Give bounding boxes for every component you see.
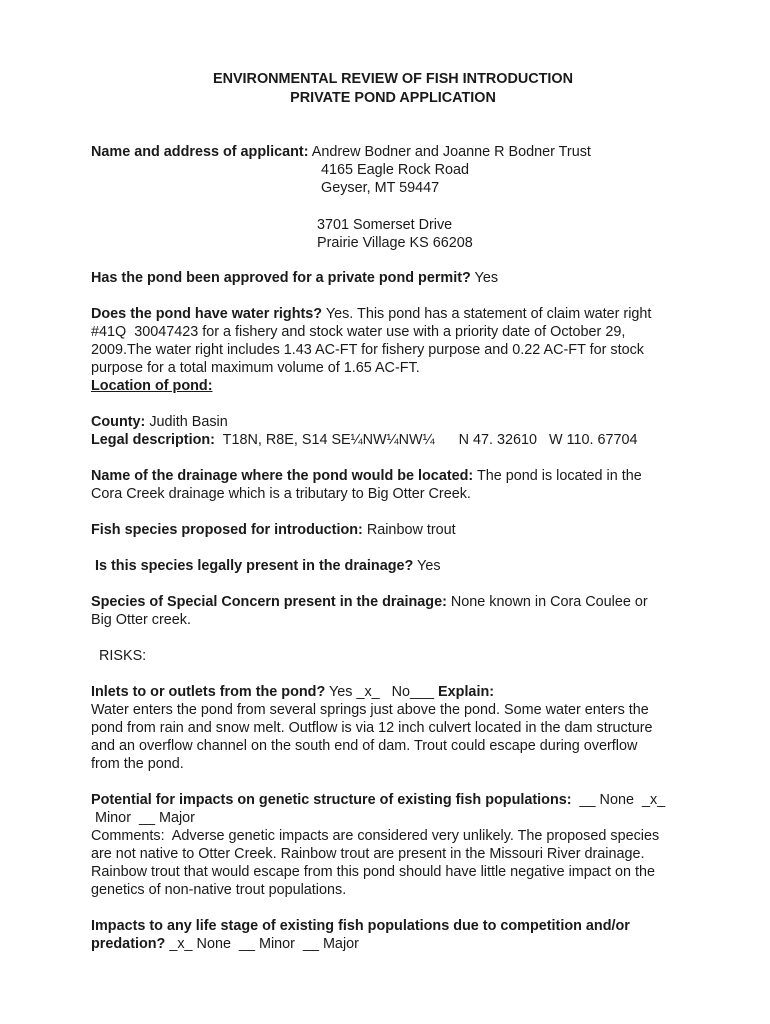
permit-question: [91, 269, 498, 287]
legal-value: T18N, R8E, S14 SE¼NW¼NW¼ N 47. 32610 W 110. 67704: [214, 432, 638, 448]
water-rights-line4: purpose for a total maximum volume of 1.65 AC-FT.: [91, 360, 420, 376]
genetic-options-2: Minor __ Major: [91, 810, 195, 826]
genetic-comments-line2: are not native to Otter Creek. Rainbow trout are present in the Missouri River drainage.: [91, 846, 645, 862]
applicant-address1-line2: Geyser, MT 59447: [321, 180, 440, 196]
county-line: [91, 413, 228, 431]
document-subtitle: PRIVATE POND APPLICATION: [290, 90, 496, 106]
legal-description-line: [91, 431, 638, 449]
county-label: County:: [91, 414, 146, 430]
inlets-explain-label: Explain:: [438, 684, 495, 700]
inlets-line1: Water enters the pond from several springs just above the pond. Some water enters the: [91, 702, 649, 718]
genetic-comments-line3: Rainbow trout that would escape from this pond should have little negative impact on the: [91, 864, 655, 880]
genetic-label: Potential for impacts on genetic structure of existing fish populations:: [91, 792, 572, 808]
inlets-question: [91, 683, 494, 701]
document-title: ENVIRONMENTAL REVIEW OF FISH INTRODUCTION: [212, 71, 574, 87]
species-value: Rainbow trout: [362, 522, 456, 538]
legally-present-value: Yes: [413, 558, 441, 574]
inlets-options: Yes _x_ No___: [325, 684, 439, 700]
species-line: [91, 521, 456, 539]
species-label: Fish species proposed for introduction:: [91, 522, 363, 538]
legally-present-label: Is this species legally present in the drainage?: [95, 558, 414, 574]
county-value: Judith Basin: [145, 414, 228, 430]
inlets-line4: from the pond.: [91, 756, 184, 772]
genetic-question: [91, 791, 665, 809]
water-rights-line2: #41Q 30047423 for a fishery and stock water use with a priority date of October 29,: [91, 324, 626, 340]
water-rights-answer: Yes. This pond has a statement of claim water right: [322, 306, 652, 322]
applicant-address2-line1: 3701 Somerset Drive: [317, 217, 453, 233]
applicant-name: Andrew Bodner and Joanne R Bodner Trust: [308, 144, 591, 160]
competition-label: predation?: [91, 936, 166, 952]
applicant-name-line: [91, 143, 591, 161]
genetic-comments-line1: Comments: Adverse genetic impacts are considered very unlikely. The proposed species: [91, 828, 660, 844]
permit-label: Has the pond been approved for a private pond permit?: [91, 270, 471, 286]
drainage-line1: [91, 467, 642, 485]
special-concern-line2: Big Otter creek.: [91, 612, 191, 628]
permit-answer: Yes: [470, 270, 499, 286]
water-rights-label: Does the pond have water rights?: [91, 306, 323, 322]
applicant-address1-line1: 4165 Eagle Rock Road: [321, 162, 470, 178]
special-concern-label: Species of Special Concern present in the drainage:: [91, 594, 447, 610]
legally-present-line: [95, 557, 441, 575]
genetic-options-1: __ None _x_: [571, 792, 666, 808]
applicant-label: Name and address of applicant:: [91, 144, 309, 160]
genetic-comments-line4: genetics of non-native trout populations.: [91, 882, 347, 898]
drainage-line2: Cora Creek drainage which is a tributary to Big Otter Creek.: [91, 486, 471, 502]
drainage-label: Name of the drainage where the pond would be located:: [91, 468, 474, 484]
drainage-answer: The pond is located in the: [473, 468, 642, 484]
competition-question-line2: [91, 935, 359, 953]
water-rights-line1: [91, 305, 651, 323]
location-heading: Location of pond:: [91, 378, 213, 394]
legal-label: Legal description:: [91, 432, 215, 448]
applicant-address2-line2: Prairie Village KS 66208: [317, 235, 473, 251]
risks-heading: RISKS:: [99, 648, 147, 664]
competition-question-line1: Impacts to any life stage of existing fish populations due to competition and/or: [91, 918, 630, 934]
special-concern-line1: [91, 593, 648, 611]
special-concern-answer: None known in Cora Coulee or: [446, 594, 648, 610]
inlets-line2: pond from rain and snow melt. Outflow is via 12 inch culvert located in the dam structure: [91, 720, 653, 736]
competition-options: _x_ None __ Minor __ Major: [165, 936, 359, 952]
inlets-line3: and an overflow channel on the south end of dam. Trout could escape during overflow: [91, 738, 638, 754]
inlets-label: Inlets to or outlets from the pond?: [91, 684, 326, 700]
water-rights-line3: 2009.The water right includes 1.43 AC-FT for fishery purpose and 0.22 AC-FT for stock: [91, 342, 644, 358]
